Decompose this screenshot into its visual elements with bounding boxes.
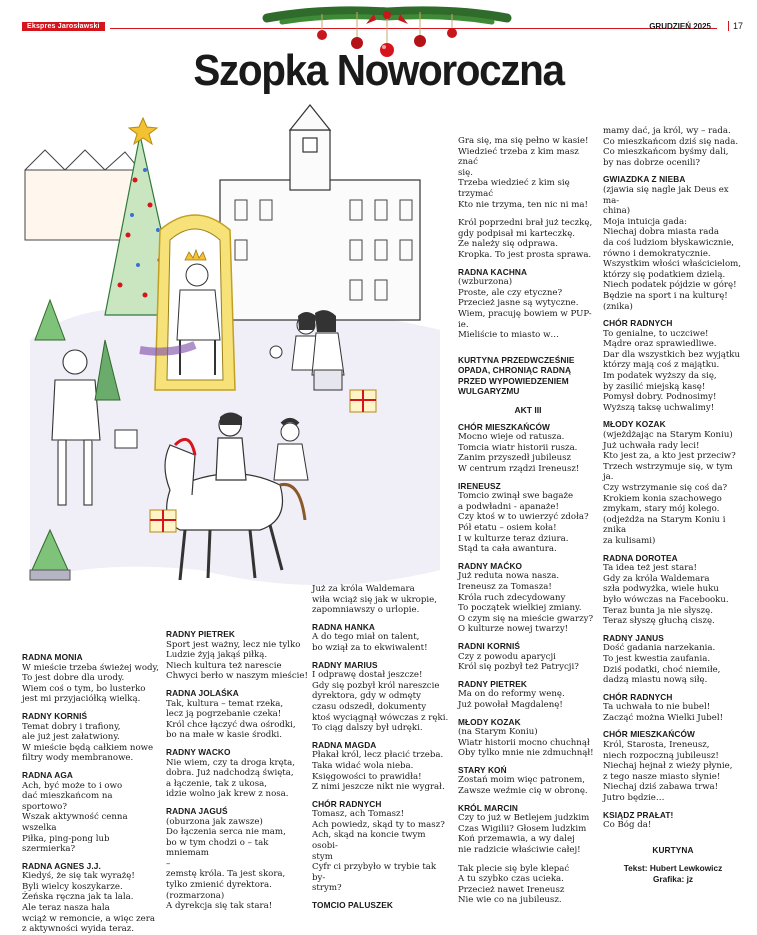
verse: Zostań moim więc patronem, Zawsze weźmie cię w obronę. bbox=[458, 775, 588, 797]
text-column-2 bbox=[166, 623, 308, 912]
verse: W mieście trzeba świeżej wody, To jest dobre dla urody. Wiem coś o tym, bo lusterko jest mi przyjaciółką wielką. bbox=[22, 662, 159, 705]
spacer bbox=[603, 831, 743, 839]
spacer bbox=[458, 210, 598, 218]
verse: Nie wiem, czy ta droga kręta, dobra. Już nadchodzą święta, a łączenie, tak z ukosa, idzie wolno jak krew z nosa. bbox=[166, 757, 295, 800]
nativity-satire-illustration bbox=[20, 100, 440, 610]
verse: Tak plecie się byle klepać A tu szybko czas ucieka. Przecież nawet Ireneusz Nie wie co na jubileusz. bbox=[458, 863, 570, 906]
spacer bbox=[603, 855, 743, 863]
page-number: 17 bbox=[728, 21, 743, 31]
verse: Już reduta nowa nasza. Ireneusz za Tomasza! Króla ruch zdecydowany To początek wielkiej zmiany. O czym się na mieście gwarzy? O kulturze nowej twarzy! bbox=[458, 571, 594, 635]
speaker-heading: CHÓR MIESZKAŃCÓW bbox=[603, 729, 695, 740]
verse: Co Bóg da! bbox=[603, 820, 652, 831]
verse: Ta idea też jest stara! Gdy za króla Waldemara szła podwyżka, wiele huku było wówczas na Facebooku. Teraz bunta ja nie słyszę. Teraz słyszę głuchą ciszę. bbox=[603, 563, 729, 627]
speaker-heading: RADNA MONIA bbox=[22, 652, 83, 662]
speaker-heading: KURTYNA bbox=[652, 844, 694, 855]
speaker-heading: KURTYNA PRZEDWCZEŚNIE OPADA, CHRONIĄC RADNĄ PRZED WYPOWIEDZENIEM WULGARYZMU bbox=[458, 354, 575, 397]
speaker-heading: IRENEUSZ bbox=[458, 480, 501, 491]
speaker-heading: CHÓR RADNYCH bbox=[603, 318, 673, 329]
speaker-heading: RADNY JANUS bbox=[603, 632, 664, 643]
verse: A do tego miał on talent, bo wziął za to ekwiwalent! bbox=[312, 632, 428, 653]
text-column-5 bbox=[603, 126, 743, 885]
speaker-heading: RADNY PIETREK bbox=[458, 678, 527, 689]
text-column-4 bbox=[458, 136, 598, 906]
verse: I odprawę dostał jeszcze! Gdy się pozbył król nareszcie dyrektora, gdy w odmęty czasu odszedł, dokumenty ktoś wyciągnął wówczas z ręki. To ciąg dalszy był udręki. bbox=[312, 670, 449, 734]
speaker-heading: RADNA DOROTEA bbox=[603, 552, 678, 563]
text-column-1 bbox=[22, 646, 160, 935]
speaker-heading: GWIAZDKA Z NIEBA bbox=[603, 174, 686, 185]
credit-line: Grafika: jz bbox=[652, 874, 694, 884]
speaker-heading: STARY KOŃ bbox=[458, 764, 507, 775]
text-column-3 bbox=[312, 584, 452, 911]
speaker-heading: RADNA HANKA bbox=[312, 621, 376, 632]
speaker-heading: RADNY MARIUS bbox=[312, 659, 378, 670]
verse: Mocno wieje od ratusza. Tomcia wiatr historii rusza. Zanim przyszedł jubileusz W centrum rządzi Ireneusz! bbox=[458, 432, 580, 475]
brand-label: Ekspres Jarosławski bbox=[22, 22, 105, 31]
verse: Tak, kultura – temat rzeka, lecz ją pogrzebanie czeka! Król chce łączyć dwa ośrodki, bo na małe w kasie środki. bbox=[166, 698, 296, 741]
verse: Czy z powodu aparycji Król się pozbył też Patrycji? bbox=[458, 651, 579, 673]
verse: Ach, być może to i owo dać mieszkańcom na sportowo? Wszak aktywność cenna wszelka Piłka, ping-pong lub szermierka? bbox=[22, 780, 128, 855]
verse: Tomasz, ach Tomasz! Ach powiedz, skąd ty to masz? Ach, skąd na koncie twym osobi- stym Cyfr ci przybyło w trybie tak by- strym? bbox=[312, 809, 445, 894]
verse: Gra się, ma się pełno w kasie! Wiedzieć trzeba z kim masz znać się. Trzeba wiedzieć z kim się trzymać Kto nie trzyma, ten nic ni ma! bbox=[458, 136, 589, 210]
speaker-heading: KRÓL MARCIN bbox=[458, 802, 518, 813]
spacer bbox=[458, 856, 598, 864]
verse: (na Starym Koniu) Wiatr historii mocno chuchnął Oby tylko mnie nie zdmuchnął! bbox=[458, 727, 594, 759]
verse: Ta uchwała to nie bubel! Zacząć można Wielki Jubel! bbox=[603, 702, 724, 723]
verse: Już za króla Waldemara wiła wciąż się jak w ukropie, zapomniawszy o urlopie. bbox=[312, 584, 437, 616]
speaker-heading: MŁODY KOZAK bbox=[603, 419, 666, 430]
verse: mamy dać, ja król, wy – rada. Co mieszkańcom dziś się nada. Co mieszkańcom byśmy dali, by nas dobrze ocenili? bbox=[603, 126, 739, 168]
verse: Sport jest ważny, lecz nie tylko Ludzie żyją jakąś piłką. Niech kultura też narescie Chwyci berło w naszym mieście! bbox=[166, 639, 308, 682]
verse: Czy to już w Betlejem judzkim Czas Wigilii? Głosem ludzkim Koń przemawia, a wy dalej nie radzicie właściwie całej! bbox=[458, 813, 590, 856]
verse: Ma on do reformy wenę. Już powołał Magdalenę! bbox=[458, 689, 565, 710]
speaker-heading: TOMCIO PALUSZEK bbox=[312, 900, 393, 911]
verse: Dość gadania narzekania. To jest kwestia zaufania. Dziś podatki, choć niemiłe, dadzą miastu nową siłę. bbox=[603, 643, 721, 686]
verse: Tomcio zwinął swe bagaże a podwładni - apanaże! Czy ktoś w to uwierzyć zdoła? Pół etatu – osiem koła! I w kulturze teraz dziura. Stąd ta cała awantura. bbox=[458, 491, 589, 555]
speaker-heading: RADNA AGNES J.J. bbox=[22, 860, 101, 871]
verse: Kiedyś, że się tak wyrażę! Byli wielcy koszykarze. Żeńska ręczna jak ta lala. Ale teraz nasza hala wciąż w remoncie, a więc zera z aktywności wyida teraz. bbox=[22, 871, 155, 935]
speaker-heading: KSIĄDZ PRAŁAT! bbox=[603, 809, 674, 820]
speaker-heading: CHÓR RADNYCH bbox=[603, 691, 673, 702]
speaker-heading: MŁODY KOZAK bbox=[458, 716, 521, 727]
verse: Płakał król, lecz płacić trzeba. Taka widać wola nieba. Księgowości to prawidła! Z nimi jeszcze nikt nie wygrał. bbox=[312, 750, 445, 793]
speaker-heading: CHÓR RADNYCH bbox=[312, 798, 382, 809]
verse: (wjeżdżając na Starym Koniu) Już uchwała rady leci! Kto jest za, a kto jest przeciw? Trzech wstrzymuje się, w tym ja. Czy wstrzymanie się coś da? Krokiem konia szachowego zmykam, stary mój kolego. (odjeżdża na Starym Koniu i znika za kulisami) bbox=[603, 430, 736, 546]
credit-line: Tekst: Hubert Lewkowicz bbox=[623, 863, 723, 874]
speaker-heading: RADNA MAGDA bbox=[312, 739, 377, 750]
speaker-heading: RADNY KORNIŚ bbox=[22, 710, 88, 721]
act-heading: AKT III bbox=[514, 405, 542, 416]
speaker-heading: RADNA JAGUŚ bbox=[166, 805, 228, 816]
speaker-heading: RADNY WACKO bbox=[166, 746, 231, 757]
verse: (oburzona jak zawsze) Do łączenia serca nie mam, bo w tym chodzi o – tak mniemam – zemstę króla. Ta jest skora, tylko zmienić dyrektora. (rozmarzona) A dyrekcja się tak stara! bbox=[166, 816, 286, 912]
verse: Temat dobry i trafiony, ale już jest załatwiony. W mieście będą całkiem nowe filtry wody membranowe. bbox=[22, 721, 154, 764]
verse: To genialne, to uczciwe! Mądre oraz sprawiedliwe. Dar dla wszystkich bez wyjątku którzy mają coś z majątku. Im podatek wyższy da się, by zasilić miejską kasę! Pomysł dobry. Podnosimy! Wyższą taksę uchwalimy! bbox=[603, 328, 741, 413]
verse: Król poprzedni brał już teczkę, gdy podpisał mi karteczkę. Że należy się odprawa. Kropka. To jest prosta sprawa. bbox=[458, 218, 593, 260]
spacer bbox=[458, 341, 598, 349]
speaker-heading: RADNI KORNIŚ bbox=[458, 640, 521, 651]
speaker-heading: RADNY PIETREK bbox=[166, 629, 235, 639]
speaker-heading: CHÓR MIESZKAŃCÓW bbox=[458, 421, 550, 432]
speaker-heading: RADNA JOLAŚKA bbox=[166, 687, 239, 698]
verse: (zjawia się nagle jak Deus ex ma- china) Moja intuicja gada: Niechaj dobra miasta rada da coś ludziom błyskawicznie, równo i demokratycznie. Wszystkim włości właścicielom, którzy się podatkiem dzielą. Niech podatek pójdzie w górę! Będzie na sport i na kulturę! (znika) bbox=[603, 184, 742, 312]
speaker-heading: RADNA KACHNA bbox=[458, 266, 528, 277]
speaker-heading: RADNA AGA bbox=[22, 769, 73, 780]
issue-date: GRUDZIEŃ 2025 bbox=[649, 22, 711, 31]
speaker-heading: RADNY MAĆKO bbox=[458, 560, 523, 571]
verse: (wzburzona) Proste, ale czy etyczne? Przecież jasne są wytyczne. Wiem, pracuję bowiem w PUP-ie. Mieliście to miasto w… bbox=[458, 277, 592, 341]
page-title: Szopka Noworoczna bbox=[193, 46, 564, 95]
verse: Król, Starosta, Ireneusz, niech rozpoczną jubileusz! Niechaj hejnał z wieży płynie, z tego nasze miasto słynie! Niechaj dziś zabawa trwa! Jutro będzie… bbox=[603, 740, 733, 804]
